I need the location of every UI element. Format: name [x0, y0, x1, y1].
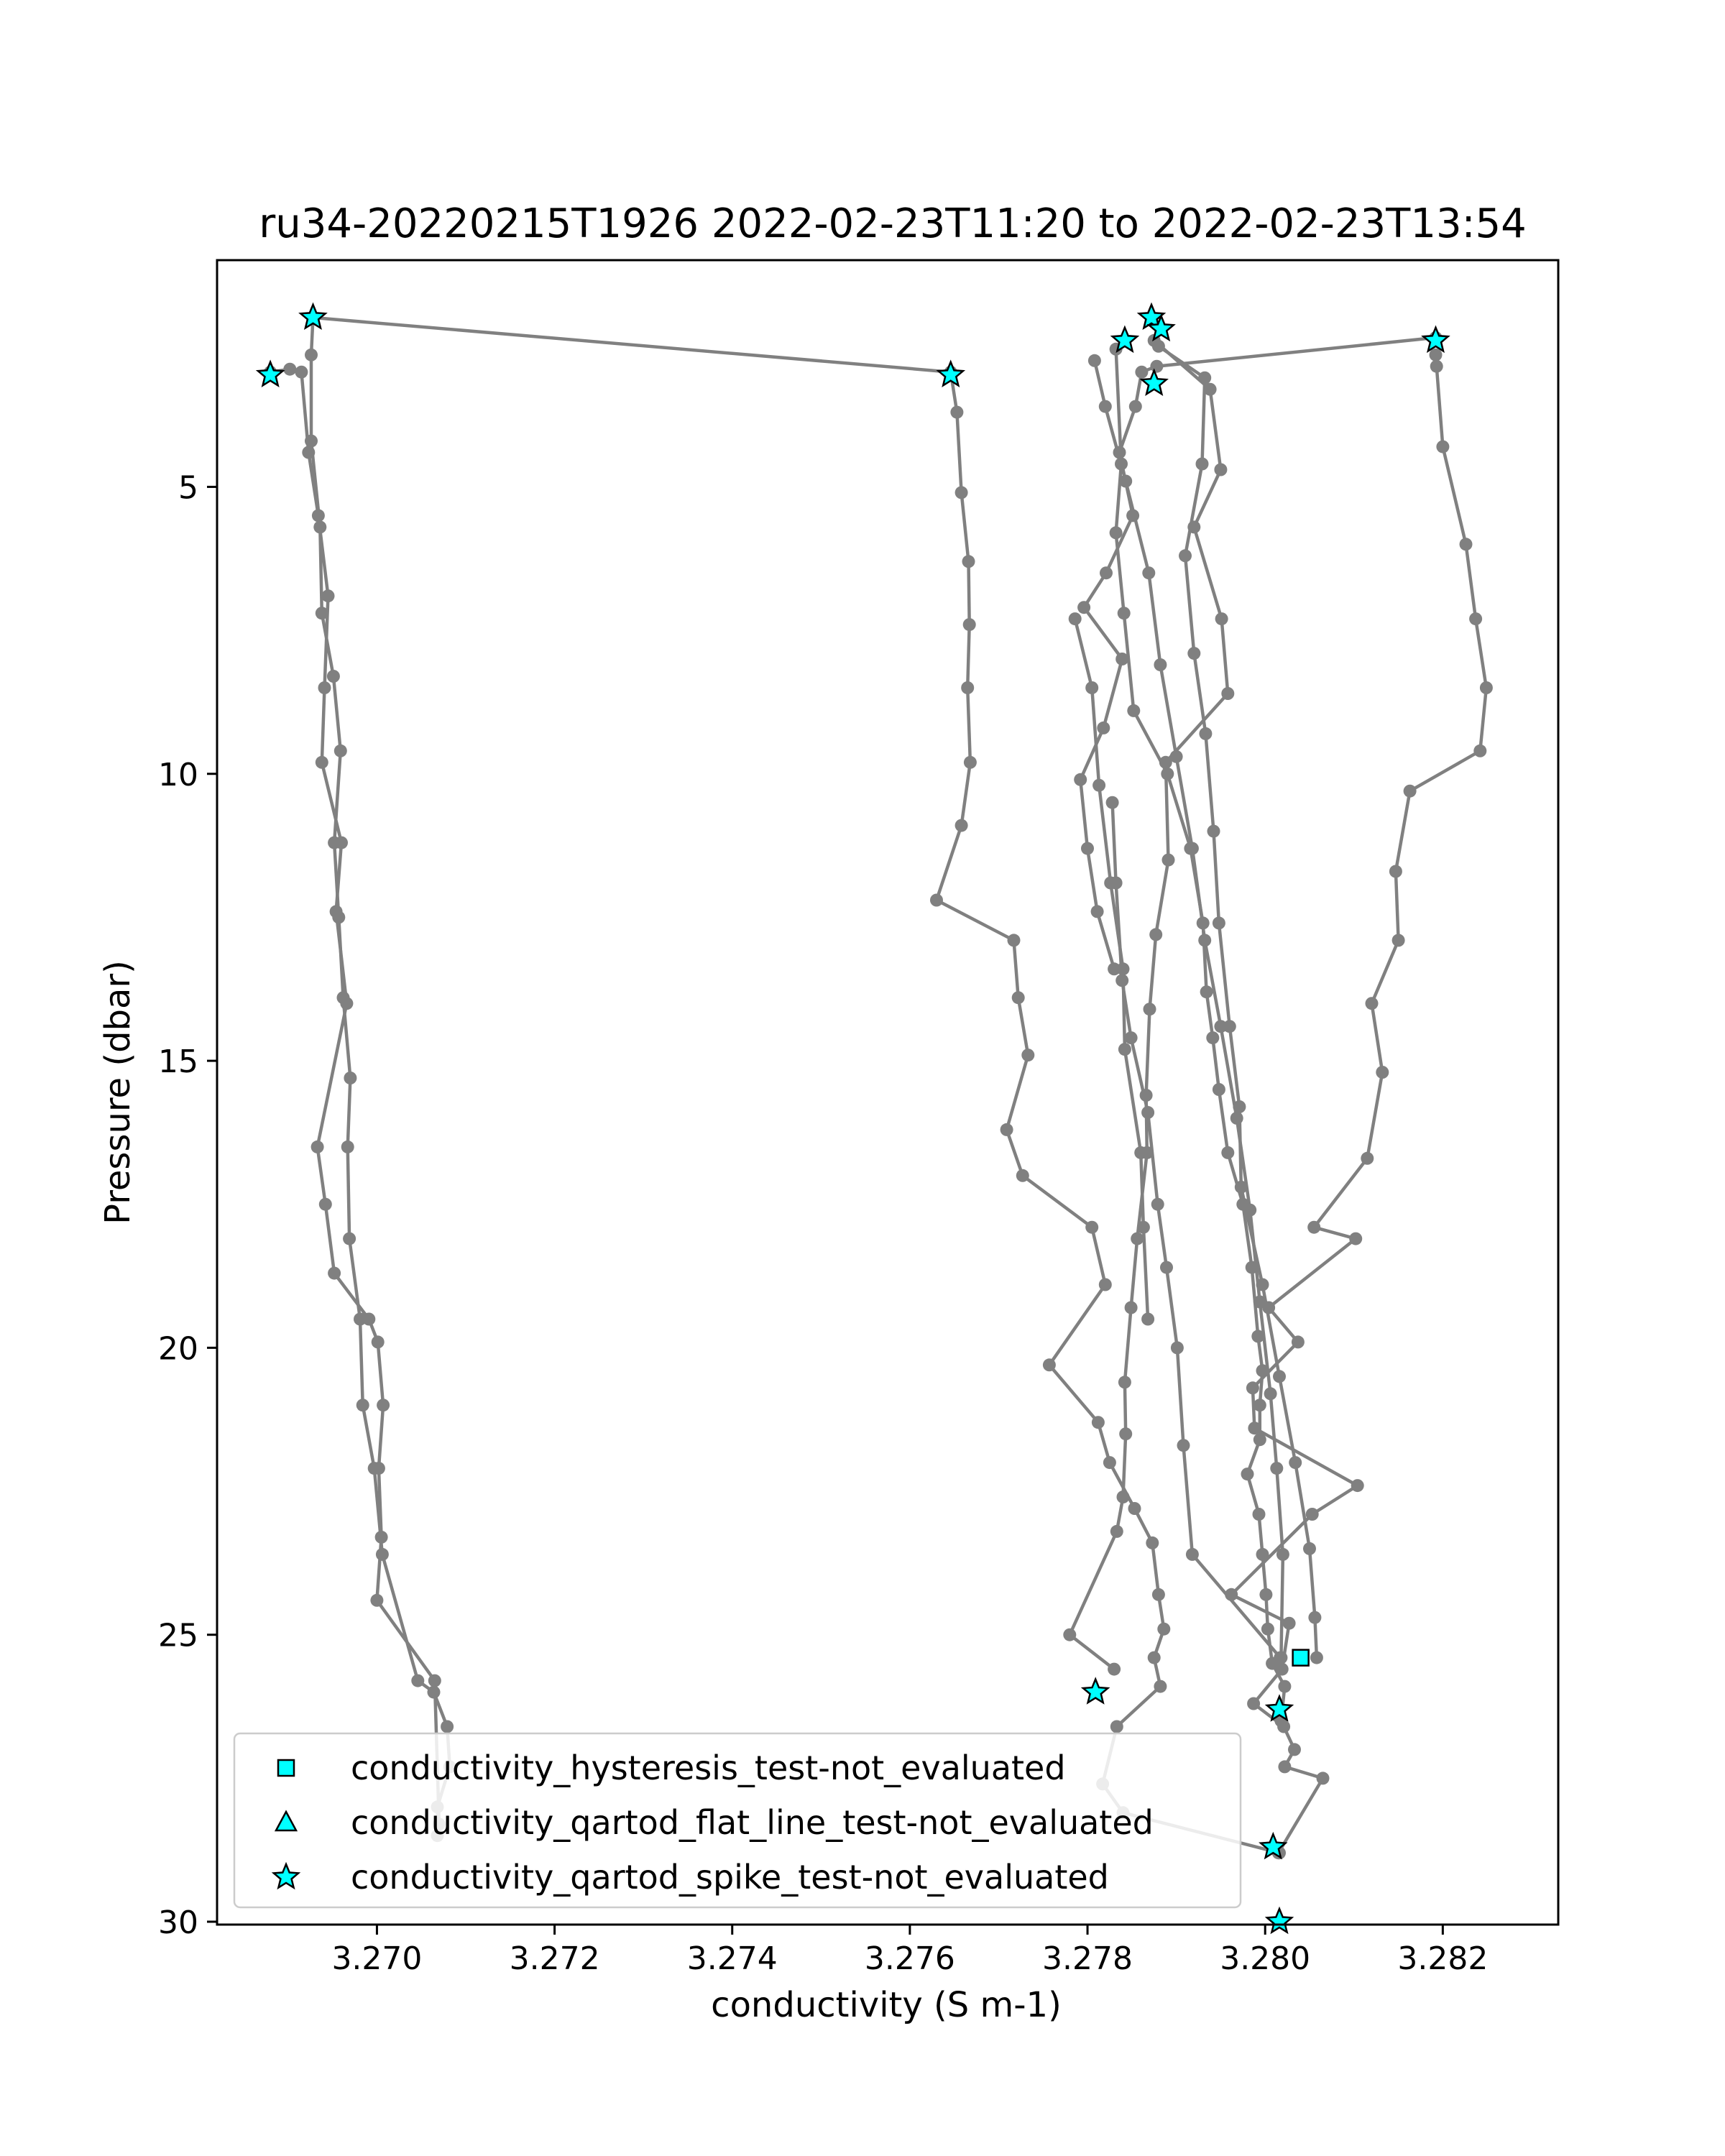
data-point	[1214, 1020, 1227, 1033]
data-point	[1103, 1456, 1116, 1469]
data-point	[1097, 722, 1110, 734]
data-point	[1288, 1743, 1301, 1756]
data-point	[1306, 1508, 1319, 1521]
data-point	[1361, 1152, 1374, 1165]
x-tick-label: 3.278	[1042, 1940, 1133, 1977]
data-point	[1104, 877, 1117, 890]
data-point	[961, 681, 974, 694]
legend-label: conductivity_hysteresis_test-not_evaluated	[351, 1749, 1066, 1787]
y-tick-label: 15	[158, 1044, 198, 1081]
data-point	[411, 1674, 424, 1687]
data-point	[1081, 842, 1094, 855]
chart-title: ru34-20220215T1926 2022-02-23T11:20 to 2022-02-23T13:54	[259, 201, 1527, 247]
x-tick-label: 3.282	[1397, 1940, 1489, 1977]
data-point	[1043, 1358, 1056, 1371]
data-point	[1366, 997, 1379, 1010]
data-point	[1469, 612, 1482, 625]
data-point	[1246, 1381, 1259, 1394]
data-point	[1480, 681, 1493, 694]
data-point	[1141, 1313, 1154, 1326]
data-point	[963, 618, 976, 631]
data-point	[1117, 1491, 1130, 1503]
data-point	[950, 406, 963, 419]
data-point	[1146, 1537, 1159, 1549]
data-point	[1099, 400, 1112, 413]
data-point	[1274, 1651, 1287, 1664]
data-point	[1473, 745, 1486, 757]
data-point	[362, 1313, 375, 1326]
data-point	[1247, 1697, 1260, 1710]
data-point	[1134, 1146, 1147, 1159]
data-point	[1206, 1031, 1219, 1044]
data-point	[1085, 1221, 1098, 1234]
data-point	[1148, 1651, 1161, 1664]
data-point	[1349, 1233, 1362, 1245]
data-point	[1119, 475, 1132, 488]
data-point	[376, 1548, 389, 1561]
y-tick-label: 20	[158, 1330, 198, 1368]
data-point	[327, 670, 340, 683]
data-point	[334, 745, 347, 757]
data-point	[1063, 1628, 1076, 1641]
data-point	[1351, 1479, 1364, 1492]
data-point	[964, 756, 977, 769]
data-point	[1119, 1427, 1132, 1440]
data-point	[1213, 1083, 1225, 1096]
data-point	[1144, 1003, 1156, 1015]
data-point	[955, 486, 968, 499]
data-point	[1077, 601, 1090, 614]
legend-label: conductivity_qartod_spike_test-not_evaluated	[351, 1858, 1109, 1897]
data-point	[1308, 1611, 1321, 1624]
data-point	[1221, 687, 1234, 700]
data-point	[441, 1720, 454, 1733]
data-point	[1127, 704, 1140, 717]
data-point	[1392, 934, 1405, 946]
data-point	[1116, 653, 1128, 665]
data-point	[1186, 1548, 1199, 1561]
data-point	[312, 509, 325, 522]
data-point	[1088, 354, 1101, 367]
data-point	[1198, 372, 1211, 384]
data-point	[1021, 1049, 1034, 1061]
data-point	[318, 681, 331, 694]
y-tick-label: 10	[158, 756, 198, 793]
data-point	[1436, 441, 1449, 453]
data-point	[302, 446, 315, 459]
data-point	[1129, 400, 1142, 413]
data-point	[344, 1072, 356, 1084]
data-point	[1254, 1296, 1266, 1309]
data-point	[1069, 612, 1082, 625]
data-point	[1000, 1123, 1013, 1136]
data-point	[343, 1233, 356, 1245]
data-point	[1117, 962, 1130, 975]
data-point	[1152, 340, 1165, 353]
y-tick-label: 30	[158, 1904, 198, 1942]
data-point	[1289, 1456, 1302, 1469]
data-point	[1151, 1198, 1164, 1211]
y-axis-label: Pressure (dbar)	[98, 960, 138, 1225]
data-point	[1241, 1468, 1254, 1480]
legend-label: conductivity_qartod_flat_line_test-not_evaluated	[351, 1803, 1154, 1842]
data-point	[295, 366, 308, 379]
data-point	[1110, 1720, 1123, 1733]
data-point	[1261, 1623, 1274, 1636]
data-point	[328, 1267, 341, 1280]
data-point	[1307, 1221, 1320, 1234]
data-point	[1149, 928, 1162, 941]
data-point	[1303, 1542, 1316, 1555]
data-point	[1310, 1651, 1323, 1664]
data-point	[316, 756, 328, 769]
data-point	[1277, 1720, 1290, 1733]
data-point	[1213, 916, 1225, 929]
x-tick-label: 3.274	[686, 1940, 778, 1977]
legend-square-icon	[278, 1760, 294, 1776]
data-point	[1008, 934, 1021, 946]
data-point	[340, 997, 353, 1010]
data-point	[1253, 1508, 1266, 1521]
data-point	[1154, 658, 1167, 671]
x-axis-label: conductivity (S m-1)	[711, 1985, 1062, 2025]
data-point	[1110, 1525, 1123, 1538]
data-point	[1106, 796, 1119, 809]
data-point	[319, 1198, 332, 1211]
data-point	[1283, 1617, 1296, 1630]
data-point	[1137, 1221, 1150, 1234]
data-point	[1270, 1462, 1283, 1475]
data-point	[1099, 1279, 1112, 1291]
data-point	[1091, 905, 1104, 918]
y-tick-label: 25	[158, 1617, 198, 1654]
data-point	[1430, 349, 1443, 361]
x-tick-label: 3.280	[1220, 1940, 1311, 1977]
data-point	[1376, 1066, 1389, 1079]
data-point	[1100, 566, 1113, 579]
data-point	[1162, 854, 1175, 867]
data-point	[1199, 727, 1212, 740]
data-point	[1157, 1623, 1170, 1636]
x-tick-label: 3.270	[331, 1940, 423, 1977]
x-tick-label: 3.276	[864, 1940, 955, 1977]
data-point	[1460, 538, 1473, 550]
data-point	[1259, 1588, 1272, 1601]
data-point	[1276, 1663, 1289, 1676]
data-point	[955, 819, 968, 832]
data-point	[377, 1399, 390, 1411]
data-point	[1074, 773, 1087, 786]
data-point	[1179, 549, 1192, 562]
data-point	[1292, 1335, 1305, 1348]
legend	[234, 1733, 1241, 1907]
data-point	[1110, 526, 1123, 539]
data-point	[1214, 464, 1227, 476]
data-point	[1221, 1146, 1234, 1159]
data-point	[1243, 1204, 1256, 1217]
data-point	[1278, 1680, 1291, 1693]
data-point	[1208, 825, 1220, 838]
data-point	[1186, 842, 1199, 855]
data-point	[341, 1141, 354, 1153]
data-point	[335, 837, 348, 849]
data-point	[1171, 1341, 1184, 1354]
data-point	[1160, 1261, 1173, 1274]
data-point	[1131, 1233, 1144, 1245]
data-point	[1276, 1548, 1289, 1561]
hysteresis-test-marker	[1293, 1650, 1309, 1666]
data-point	[1177, 1439, 1190, 1452]
data-point	[1135, 366, 1148, 379]
data-point	[1404, 785, 1417, 798]
data-point	[1152, 1588, 1165, 1601]
data-point	[428, 1674, 441, 1687]
data-point	[1196, 458, 1209, 471]
data-point	[1150, 360, 1163, 373]
data-point	[305, 349, 318, 361]
data-point	[356, 1399, 369, 1411]
data-point	[1125, 1302, 1138, 1314]
data-point	[930, 894, 943, 907]
data-point	[1273, 1370, 1286, 1383]
data-point	[1170, 750, 1183, 763]
data-point	[1230, 1112, 1243, 1125]
data-point	[1198, 934, 1211, 946]
data-point	[322, 589, 335, 602]
data-point	[1118, 607, 1131, 619]
data-point	[1092, 779, 1105, 792]
data-point	[962, 555, 975, 568]
data-point	[1187, 647, 1200, 660]
data-point	[1128, 1502, 1141, 1515]
data-point	[1016, 1169, 1029, 1182]
data-point	[1092, 1416, 1105, 1429]
data-point	[370, 1594, 383, 1607]
data-point	[1125, 1031, 1138, 1044]
data-point	[1118, 1376, 1131, 1388]
data-point	[330, 905, 343, 918]
data-point	[372, 1462, 385, 1475]
data-point	[1215, 612, 1228, 625]
data-point	[1108, 1663, 1121, 1676]
data-point	[1142, 566, 1155, 579]
data-point	[1278, 1760, 1291, 1773]
data-point	[375, 1531, 388, 1544]
x-tick-label: 3.272	[509, 1940, 600, 1977]
data-point	[1389, 865, 1402, 878]
y-tick-label: 5	[178, 469, 198, 507]
data-point	[1200, 985, 1213, 998]
data-point	[1264, 1387, 1277, 1400]
data-point	[1118, 1043, 1131, 1056]
data-point	[1317, 1772, 1330, 1784]
data-point	[1154, 1680, 1167, 1693]
data-point	[1085, 681, 1098, 694]
data-point	[1430, 360, 1443, 373]
data-point	[1248, 1422, 1261, 1434]
data-point	[372, 1335, 385, 1348]
data-point	[283, 363, 296, 376]
data-point	[311, 1141, 324, 1153]
data-point	[1012, 991, 1025, 1004]
data-point	[1141, 1106, 1154, 1119]
